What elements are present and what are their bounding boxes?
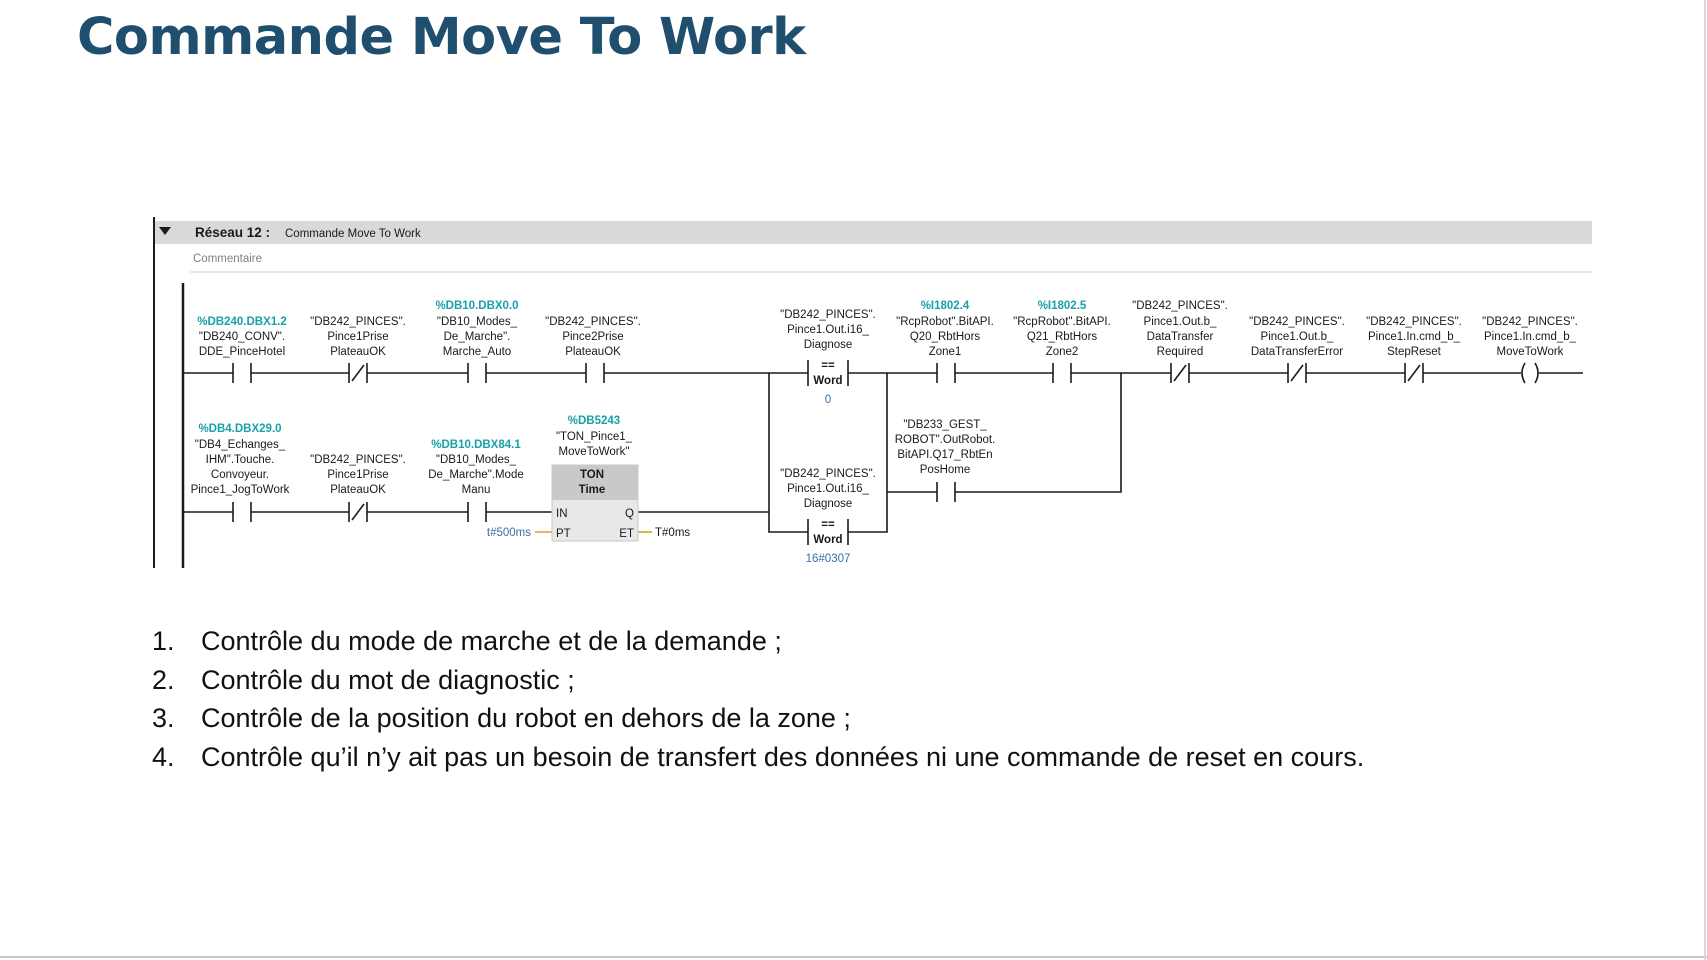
- svg-text:IHM".Touche.: IHM".Touche.: [205, 454, 275, 466]
- svg-text:IN: IN: [556, 508, 568, 520]
- svg-text:DDE_PinceHotel: DDE_PinceHotel: [198, 346, 286, 358]
- svg-text:==: ==: [821, 519, 835, 531]
- svg-text:%DB10.DBX84.1: %DB10.DBX84.1: [431, 439, 521, 451]
- svg-text:Pince1Prise: Pince1Prise: [327, 469, 389, 481]
- svg-text:"DB10_Modes_: "DB10_Modes_: [436, 316, 518, 328]
- compare-box-2[interactable]: [780, 468, 876, 565]
- contact-c7[interactable]: [1132, 300, 1228, 383]
- svg-text:DataTransferError: DataTransferError: [1250, 346, 1344, 358]
- svg-text:Manu: Manu: [461, 484, 491, 496]
- svg-text:Pince1.Out.i16_: Pince1.Out.i16_: [787, 324, 869, 336]
- contact-c13[interactable]: [895, 419, 996, 502]
- svg-text:Pince1.Out.b_: Pince1.Out.b_: [1260, 331, 1334, 343]
- svg-text:%DB5243: %DB5243: [567, 415, 621, 427]
- svg-text:Word: Word: [813, 534, 843, 546]
- svg-text:DataTransfer: DataTransfer: [1146, 331, 1214, 343]
- svg-text:0: 0: [824, 394, 832, 406]
- svg-text:"RcpRobot".BitAPI.: "RcpRobot".BitAPI.: [1013, 316, 1111, 328]
- list-item: 2. Contrôle du mot de diagnostic ;: [152, 664, 575, 695]
- svg-text:"DB242_PINCES".: "DB242_PINCES".: [310, 316, 406, 328]
- svg-text:"TON_Pince1_: "TON_Pince1_: [555, 431, 633, 443]
- svg-text:De_Marche".Mode: De_Marche".Mode: [428, 469, 524, 481]
- step-list: [152, 622, 1364, 776]
- svg-text:Diagnose: Diagnose: [803, 498, 853, 510]
- right-divider: [1704, 0, 1706, 960]
- svg-text:"DB242_PINCES".: "DB242_PINCES".: [1132, 300, 1228, 312]
- bottom-divider: [0, 956, 1707, 958]
- svg-text:PlateauOK: PlateauOK: [565, 346, 621, 358]
- svg-text:"DB4_Echanges_: "DB4_Echanges_: [194, 439, 286, 451]
- svg-text:Pince1Prise: Pince1Prise: [327, 331, 389, 343]
- svg-text:Marche_Auto: Marche_Auto: [442, 346, 512, 358]
- svg-text:Pince1.Out.b_: Pince1.Out.b_: [1143, 316, 1217, 328]
- svg-text:Q21_RbtHors: Q21_RbtHors: [1026, 331, 1098, 343]
- rung-wires: [183, 373, 1583, 532]
- svg-text:"DB240_CONV".: "DB240_CONV".: [198, 331, 286, 343]
- svg-text:"DB242_PINCES".: "DB242_PINCES".: [780, 468, 876, 480]
- svg-text:PlateauOK: PlateauOK: [330, 484, 386, 496]
- svg-text:"DB242_PINCES".: "DB242_PINCES".: [1366, 316, 1462, 328]
- svg-text:Convoyeur.: Convoyeur.: [210, 469, 270, 481]
- network-label: Réseau 12 :: [195, 225, 271, 240]
- list-item: 1. Contrôle du mode de marche et de la demande ;: [152, 626, 782, 656]
- svg-text:"DB10_Modes_: "DB10_Modes_: [435, 454, 517, 466]
- svg-text:BitAPI.Q17_RbtEn: BitAPI.Q17_RbtEn: [897, 449, 993, 461]
- list-item: 4. Contrôle qu’il n’y ait pas un besoin de transfert des données ni une commande de reset en cours.: [152, 741, 1365, 772]
- svg-text:%DB4.DBX29.0: %DB4.DBX29.0: [198, 423, 282, 435]
- svg-text:PosHome: PosHome: [919, 464, 971, 476]
- svg-text:Zone2: Zone2: [1045, 346, 1079, 358]
- network-name: Commande Move To Work: [285, 228, 421, 240]
- contact-c3[interactable]: [435, 300, 518, 383]
- svg-text:"DB242_PINCES".: "DB242_PINCES".: [310, 454, 406, 466]
- svg-text:De_Marche".: De_Marche".: [443, 331, 511, 343]
- svg-text:%I1802.5: %I1802.5: [1037, 300, 1087, 312]
- svg-text:"RcpRobot".BitAPI.: "RcpRobot".BitAPI.: [896, 316, 994, 328]
- svg-text:16#0307: 16#0307: [805, 553, 851, 565]
- svg-text:ET: ET: [619, 528, 634, 540]
- svg-text:%DB10.DBX0.0: %DB10.DBX0.0: [435, 300, 519, 312]
- compare-box-1[interactable]: [780, 309, 876, 406]
- svg-text:Time: Time: [578, 484, 606, 496]
- svg-text:"DB233_GEST_: "DB233_GEST_: [903, 419, 987, 431]
- svg-text:Pince1.Out.i16_: Pince1.Out.i16_: [787, 483, 869, 495]
- svg-text:StepReset: StepReset: [1387, 346, 1441, 358]
- svg-text:ROBOT".OutRobot.: ROBOT".OutRobot.: [894, 434, 996, 446]
- svg-text:MoveToWork": MoveToWork": [558, 446, 630, 458]
- svg-text:Zone1: Zone1: [928, 346, 962, 358]
- svg-text:Q20_RbtHors: Q20_RbtHors: [909, 331, 981, 343]
- timer-et-value: T#0ms: [655, 527, 691, 539]
- svg-text:Pince1.In.cmd_b_: Pince1.In.cmd_b_: [1367, 331, 1461, 343]
- svg-text:"DB242_PINCES".: "DB242_PINCES".: [1482, 316, 1578, 328]
- svg-text:Pince1.In.cmd_b_: Pince1.In.cmd_b_: [1483, 331, 1577, 343]
- svg-text:Pince2Prise: Pince2Prise: [562, 331, 624, 343]
- timer-pt-value: t#500ms: [486, 527, 531, 539]
- svg-text:Required: Required: [1156, 346, 1204, 358]
- svg-text:%I1802.4: %I1802.4: [920, 300, 970, 312]
- network-comment[interactable]: Commentaire: [193, 253, 263, 265]
- svg-text:Pince1_JogToWork: Pince1_JogToWork: [190, 484, 290, 496]
- svg-text:"DB242_PINCES".: "DB242_PINCES".: [1249, 316, 1345, 328]
- svg-text:TON: TON: [579, 469, 605, 481]
- slide-title: Commande Move To Work: [77, 8, 806, 67]
- svg-text:"DB242_PINCES".: "DB242_PINCES".: [545, 316, 641, 328]
- svg-text:Word: Word: [813, 375, 843, 387]
- svg-text:Q: Q: [625, 508, 634, 520]
- contact-c6[interactable]: [1013, 300, 1111, 383]
- svg-text:MoveToWork: MoveToWork: [1496, 346, 1564, 358]
- svg-text:Diagnose: Diagnose: [803, 339, 853, 351]
- svg-text:PT: PT: [556, 528, 571, 540]
- svg-text:==: ==: [821, 360, 835, 372]
- contact-c10[interactable]: [191, 423, 290, 522]
- contact-c5[interactable]: [896, 300, 994, 383]
- svg-text:"DB242_PINCES".: "DB242_PINCES".: [780, 309, 876, 321]
- list-item: 3. Contrôle de la position du robot en dehors de la zone ;: [152, 703, 851, 733]
- contact-address: %DB240.DBX1.2: [197, 316, 287, 328]
- svg-text:PlateauOK: PlateauOK: [330, 346, 386, 358]
- contact-c12[interactable]: [428, 439, 524, 522]
